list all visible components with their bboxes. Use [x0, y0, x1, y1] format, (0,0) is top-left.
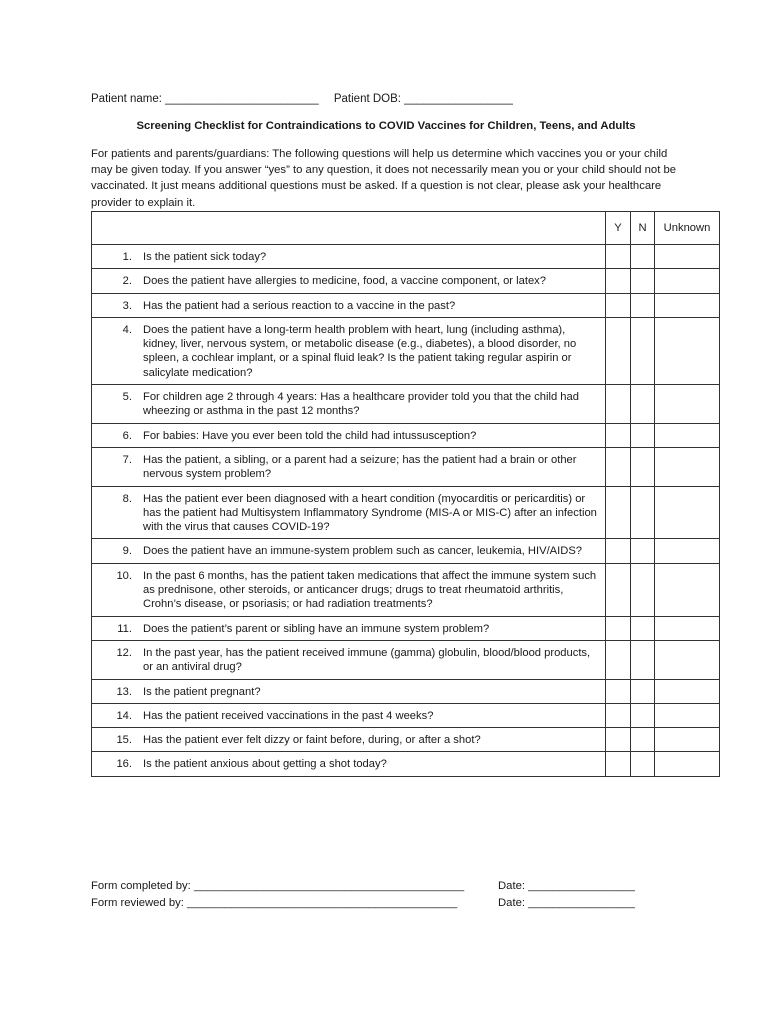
question-item — [92, 424, 605, 447]
question-item — [92, 641, 605, 679]
question-text: In the past 6 months, has the patient taken medications that affect the immune system such as prednisone, other steroids, or anticancer drugs; drugs to treat rheumatoid arthritis, Crohn’s disease, or psoriasis; or had radiation treatments? — [143, 569, 597, 611]
screening-questions-table — [91, 211, 720, 777]
no-answer-cell[interactable] — [631, 640, 655, 679]
question-cell — [92, 447, 606, 486]
question-text: For children age 2 through 4 years: Has a healthcare provider told you that the child had wheezing or asthma in the past 12 months? — [143, 391, 579, 418]
yes-answer-cell[interactable] — [606, 752, 631, 776]
unknown-column-header: Unknown — [655, 212, 720, 245]
question-item — [92, 752, 605, 775]
form-completed-date-field[interactable]: Date: _________________ — [498, 880, 635, 892]
table-row — [92, 728, 720, 752]
table-row — [92, 563, 720, 616]
yes-answer-cell[interactable] — [606, 679, 631, 703]
question-number: 10. — [116, 569, 132, 582]
no-answer-cell[interactable] — [631, 423, 655, 447]
question-text: In the past year, has the patient received immune (gamma) globulin, blood/blood products, or an antiviral drug? — [143, 646, 591, 674]
table-row — [92, 486, 720, 539]
patient-header — [91, 93, 513, 105]
question-cell — [92, 245, 606, 269]
question-text: Does the patient have allergies to medicine, food, a vaccine component, or latex? — [143, 275, 546, 288]
question-number: 3. — [122, 299, 132, 312]
unknown-answer-cell[interactable] — [655, 640, 720, 679]
question-cell — [92, 563, 606, 616]
question-cell — [92, 752, 606, 776]
no-answer-cell[interactable] — [631, 728, 655, 752]
question-cell — [92, 293, 606, 317]
yes-answer-cell[interactable] — [606, 447, 631, 486]
unknown-answer-cell[interactable] — [655, 385, 720, 424]
question-item — [92, 617, 605, 640]
question-number: 1. — [122, 251, 132, 263]
question-text: Is the patient sick today? — [143, 251, 267, 263]
table-row — [92, 679, 720, 703]
yes-answer-cell[interactable] — [606, 563, 631, 616]
question-number: 15. — [116, 734, 132, 747]
no-answer-cell[interactable] — [631, 269, 655, 293]
yes-answer-cell[interactable] — [606, 293, 631, 317]
question-item — [92, 448, 605, 486]
question-item — [92, 385, 605, 423]
yes-answer-cell[interactable] — [606, 616, 631, 640]
question-number: 5. — [122, 391, 132, 404]
question-item — [92, 294, 605, 317]
question-text: Has the patient, a sibling, or a parent had a seizure; has the patient had a brain or other nervous system problem? — [143, 453, 577, 481]
question-number: 11. — [117, 622, 132, 635]
table-row — [92, 423, 720, 447]
yes-answer-cell[interactable] — [606, 269, 631, 293]
questions-body — [92, 245, 720, 777]
unknown-answer-cell[interactable] — [655, 245, 720, 269]
table-row — [92, 317, 720, 384]
table-row — [92, 752, 720, 776]
question-text: Does the patient have an immune-system problem such as cancer, leukemia, HIV/AIDS? — [143, 545, 583, 558]
question-item — [92, 318, 605, 384]
question-text: Is the patient anxious about getting a shot today? — [143, 758, 387, 771]
unknown-answer-cell[interactable] — [655, 703, 720, 727]
question-number: 16. — [116, 758, 132, 771]
question-text: Has the patient ever been diagnosed with a heart condition (myocarditis or pericarditis) or has the patient had Multisystem Inflammatory Syndrome (MIS-A or MIS-C) after an infection with the virus that causes COVID-19? — [143, 492, 597, 534]
question-number: 2. — [122, 275, 132, 288]
yes-answer-cell[interactable] — [606, 539, 631, 563]
yes-answer-cell[interactable] — [606, 640, 631, 679]
no-answer-cell[interactable] — [631, 616, 655, 640]
form-reviewed-by-field[interactable]: Form reviewed by: ___________________________________________ — [91, 897, 458, 909]
no-column-header: N — [631, 212, 655, 245]
yes-answer-cell[interactable] — [606, 486, 631, 539]
no-answer-cell[interactable] — [631, 245, 655, 269]
question-cell — [92, 539, 606, 563]
question-cell — [92, 616, 606, 640]
question-text: Has the patient had a serious reaction to a vaccine in the past? — [143, 299, 456, 312]
no-answer-cell[interactable] — [631, 563, 655, 616]
unknown-answer-cell[interactable] — [655, 317, 720, 384]
question-cell — [92, 728, 606, 752]
yes-answer-cell[interactable] — [606, 423, 631, 447]
question-text: Does the patient’s parent or sibling have an immune system problem? — [143, 622, 490, 635]
intro-paragraph: For patients and parents/guardians: The following questions will help us determine which vaccines you or your child may be given today. If you answer “yes” to any question, it does not necessarily mean you or your child should not be vaccinated. It just means additional questions must be asked. If a question is not clear, please ask your healthcare provider to explain it. — [91, 148, 677, 209]
no-answer-cell[interactable] — [631, 317, 655, 384]
table-row — [92, 640, 720, 679]
yes-answer-cell[interactable] — [606, 317, 631, 384]
unknown-answer-cell[interactable] — [655, 293, 720, 317]
question-column-header — [92, 212, 606, 245]
yes-answer-cell[interactable] — [606, 385, 631, 424]
question-number: 4. — [122, 323, 132, 336]
question-number: 12. — [116, 646, 132, 659]
unknown-answer-cell[interactable] — [655, 752, 720, 776]
question-item — [92, 704, 605, 727]
no-answer-cell[interactable] — [631, 486, 655, 539]
question-cell — [92, 703, 606, 727]
form-completed-by-field[interactable]: Form completed by: ___________________________________________ — [91, 880, 465, 892]
patient-dob-field[interactable]: Patient DOB: _________________ — [333, 93, 513, 105]
question-item — [92, 539, 605, 562]
table-row — [92, 245, 720, 269]
question-number: 9. — [122, 545, 132, 558]
table-row — [92, 269, 720, 293]
question-cell — [92, 269, 606, 293]
table-row — [92, 293, 720, 317]
no-answer-cell[interactable] — [631, 385, 655, 424]
question-text: Has the patient ever felt dizzy or faint before, during, or after a shot? — [143, 734, 481, 747]
yes-answer-cell[interactable] — [606, 728, 631, 752]
yes-answer-cell[interactable] — [606, 703, 631, 727]
no-answer-cell[interactable] — [631, 703, 655, 727]
question-item — [92, 487, 605, 539]
question-text: Does the patient have a long-term health problem with heart, lung (including asthma), kidney, liver, nervous system, or metabolic disease (e.g., diabetes), a blood disorder, no spleen, a cochlear implant, or a spinal fluid leak? Is the patient taking regular aspirin or salicylate medication? — [143, 323, 577, 379]
question-cell — [92, 679, 606, 703]
unknown-answer-cell[interactable] — [655, 616, 720, 640]
no-answer-cell[interactable] — [631, 679, 655, 703]
yes-column-header: Y — [606, 212, 631, 245]
question-item — [92, 728, 605, 751]
unknown-answer-cell[interactable] — [655, 447, 720, 486]
question-cell — [92, 317, 606, 384]
question-text: Is the patient pregnant? — [143, 685, 261, 698]
no-answer-cell[interactable] — [631, 293, 655, 317]
unknown-answer-cell[interactable] — [655, 269, 720, 293]
question-number: 6. — [122, 429, 132, 442]
question-number: 8. — [122, 492, 132, 505]
unknown-answer-cell[interactable] — [655, 486, 720, 539]
question-cell — [92, 486, 606, 539]
yes-answer-cell[interactable] — [606, 245, 631, 269]
no-answer-cell[interactable] — [631, 539, 655, 563]
page-title: Screening Checklist for Contraindications to COVID Vaccines for Children, Teens, and Adults — [136, 120, 636, 132]
unknown-answer-cell[interactable] — [655, 563, 720, 616]
table-row — [92, 447, 720, 486]
question-cell — [92, 385, 606, 424]
unknown-answer-cell[interactable] — [655, 423, 720, 447]
question-cell — [92, 640, 606, 679]
question-item — [92, 564, 605, 616]
table-row — [92, 703, 720, 727]
question-text: Has the patient received vaccinations in the past 4 weeks? — [143, 709, 434, 722]
question-item — [92, 245, 605, 268]
patient-name-field[interactable]: Patient name: ________________________ — [91, 93, 319, 105]
table-row — [92, 385, 720, 424]
question-item — [92, 680, 605, 703]
table-header-row — [92, 212, 720, 245]
question-item — [92, 269, 605, 292]
no-answer-cell[interactable] — [631, 752, 655, 776]
form-reviewed-row — [91, 897, 635, 909]
unknown-answer-cell[interactable] — [655, 679, 720, 703]
question-text: For babies: Have you ever been told the child had intussusception? — [143, 429, 477, 442]
table-row — [92, 539, 720, 563]
question-number: 13. — [116, 685, 132, 698]
no-answer-cell[interactable] — [631, 447, 655, 486]
form-completed-row — [91, 880, 635, 892]
form-reviewed-date-field[interactable]: Date: _________________ — [498, 897, 635, 909]
unknown-answer-cell[interactable] — [655, 728, 720, 752]
question-cell — [92, 423, 606, 447]
table-row — [92, 616, 720, 640]
unknown-answer-cell[interactable] — [655, 539, 720, 563]
question-number: 14. — [116, 709, 132, 722]
question-number: 7. — [122, 453, 132, 466]
